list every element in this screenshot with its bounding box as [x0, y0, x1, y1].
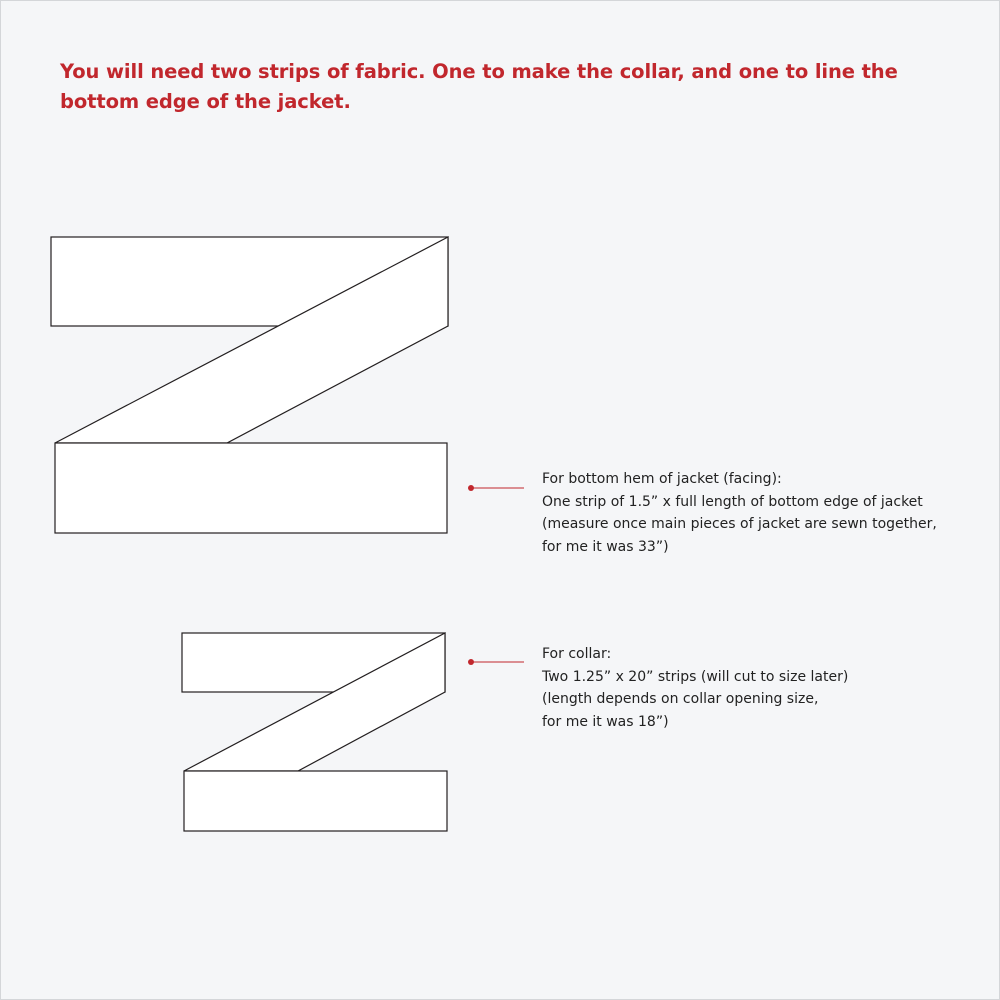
- collar-strip-bottom-segment: [184, 771, 447, 831]
- hem-caption-line: For bottom hem of jacket (facing):: [542, 471, 782, 487]
- collar-callout-dot: [468, 659, 474, 665]
- hem-caption-line: One strip of 1.5” x full length of bottom edge of jacket: [542, 493, 923, 510]
- collar-caption-line: Two 1.25” x 20” strips (will cut to size later): [542, 668, 849, 685]
- hem-callout-pointer: [468, 485, 524, 491]
- hem-caption-line: for me it was 33”): [542, 538, 669, 555]
- hem-caption-line: (measure once main pieces of jacket are sewn together,: [542, 516, 937, 532]
- hem-strip-bottom-segment: [55, 443, 447, 533]
- hem-strip-illustration: [51, 237, 448, 533]
- collar-strip-caption: [542, 643, 992, 733]
- hem-strip-caption: [542, 468, 992, 558]
- collar-caption-line: for me it was 18”): [542, 713, 669, 730]
- hem-callout-dot: [468, 485, 474, 491]
- instruction-heading: You will need two strips of fabric. One to make the collar, and one to line the bottom edge of the jacket.: [60, 60, 898, 113]
- collar-callout-pointer: [468, 659, 524, 665]
- collar-caption-line: (length depends on collar opening size,: [542, 691, 819, 707]
- collar-caption-line: For collar:: [542, 646, 612, 662]
- collar-strip-illustration: [182, 633, 447, 831]
